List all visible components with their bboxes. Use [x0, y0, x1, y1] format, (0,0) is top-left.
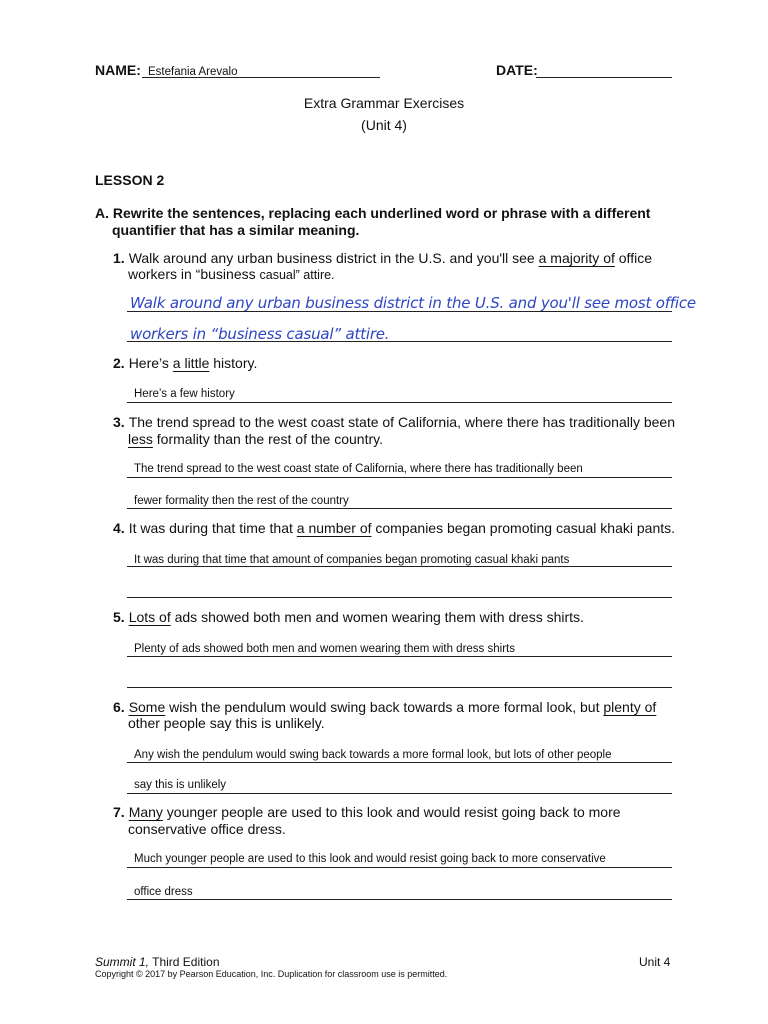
page-title: Extra Grammar Exercises [303, 95, 465, 111]
question-7-line2: conservative office dress. [128, 821, 286, 837]
answer-line[interactable] [127, 793, 672, 794]
handwritten-answer-1b: workers in “business casual” attire. [130, 325, 390, 343]
underlined-quantifier: a little [172, 355, 210, 371]
unit-subtitle: (Unit 4) [361, 117, 407, 133]
lesson-heading: LESSON 2 [95, 172, 165, 188]
question-text: wish the pendulum would swing back towards a more formal look, but [165, 699, 604, 715]
question-3 [113, 414, 675, 431]
underlined-quantifier: Lots of [128, 609, 171, 625]
underlined-quantifier: Some [128, 699, 166, 715]
answer-text-2: Here’s a few history [134, 388, 235, 400]
question-text: It was during that time that [128, 520, 297, 536]
answer-text-6b: say this is unlikely [134, 779, 227, 791]
underlined-quantifier: less [128, 431, 153, 447]
instruction-letter: A. [95, 205, 109, 221]
question-text: casual” attire. [259, 268, 335, 282]
underlined-quantifier: a majority of [538, 250, 615, 266]
answer-line[interactable] [127, 597, 672, 598]
question-number: 7. [113, 804, 125, 820]
answer-line[interactable] [127, 656, 672, 657]
question-text: Here’s [128, 355, 173, 371]
question-text: workers in “business [128, 266, 260, 282]
instruction [95, 205, 650, 222]
answer-text-5: Plenty of ads showed both men and women wearing them with dress shirts [134, 643, 515, 655]
name-label: NAME: [95, 62, 141, 78]
question-5 [113, 609, 584, 626]
answer-text-6a: Any wish the pendulum would swing back towards a more formal look, but lots of other people [134, 749, 612, 761]
underlined-quantifier: Many [128, 804, 163, 820]
question-number: 3. [113, 414, 125, 430]
answer-line[interactable] [127, 687, 672, 688]
footer-unit: Unit 4 [639, 955, 671, 969]
answer-line[interactable] [127, 402, 672, 403]
answer-text-7a: Much younger people are used to this look and would resist going back to more conservative [134, 853, 606, 865]
date-line [536, 77, 672, 78]
question-2 [113, 355, 257, 372]
answer-line[interactable] [127, 341, 672, 342]
question-6-line2: other people say this is unlikely. [128, 715, 325, 731]
underlined-quantifier: a number of [296, 520, 372, 536]
question-3-line2 [128, 431, 383, 448]
question-text: office [614, 250, 652, 266]
date-label: DATE: [496, 62, 538, 78]
copyright: Copyright © 2017 by Pearson Education, Inc. Duplication for classroom use is permitted. [95, 969, 448, 979]
answer-line[interactable] [127, 867, 672, 868]
question-number: 4. [113, 520, 125, 536]
question-number: 6. [113, 699, 125, 715]
underlined-quantifier: plenty of [603, 699, 657, 715]
instruction-line2: quantifier that has a similar meaning. [112, 222, 360, 238]
question-7 [113, 804, 621, 821]
question-1 [113, 250, 652, 267]
question-1-line2 [128, 266, 335, 284]
answer-text-4: It was during that time that amount of companies began promoting casual khaki pants [134, 554, 570, 566]
answer-text-3b: fewer formality then the rest of the country [134, 495, 349, 507]
question-text: Walk around any urban business district in the U.S. and you'll see [128, 250, 539, 266]
question-6 [113, 699, 656, 716]
book-title: Summit 1, [95, 955, 150, 969]
answer-text-3a: The trend spread to the west coast state of California, where there has traditionally been [134, 463, 583, 475]
question-text: companies began promoting casual khaki pants. [371, 520, 676, 536]
question-4 [113, 520, 675, 537]
question-text: The trend spread to the west coast state of California, where there has traditionally been [128, 414, 675, 430]
answer-line[interactable] [127, 477, 672, 478]
instruction-line1: Rewrite the sentences, replacing each underlined word or phrase with a different [112, 205, 651, 221]
answer-text-7b: office dress [134, 886, 193, 898]
answer-line[interactable] [127, 762, 672, 763]
question-number: 1. [113, 250, 125, 266]
name-value: Estefania Arevalo [148, 66, 238, 78]
question-number: 5. [113, 609, 125, 625]
answer-line[interactable] [127, 566, 672, 567]
question-text: ads showed both men and women wearing them with dress shirts. [170, 609, 584, 625]
question-text: younger people are used to this look and would resist going back to more [162, 804, 621, 820]
handwritten-answer-1a: Walk around any urban business district in the U.S. and you'll see most office [130, 294, 696, 312]
answer-line[interactable] [127, 508, 672, 509]
book-edition: Third Edition [149, 955, 220, 969]
footer-book [95, 955, 220, 969]
question-text: history. [209, 355, 258, 371]
answer-line[interactable] [127, 899, 672, 900]
question-text: formality than the rest of the country. [152, 431, 383, 447]
question-number: 2. [113, 355, 125, 371]
answer-line[interactable] [127, 311, 672, 312]
